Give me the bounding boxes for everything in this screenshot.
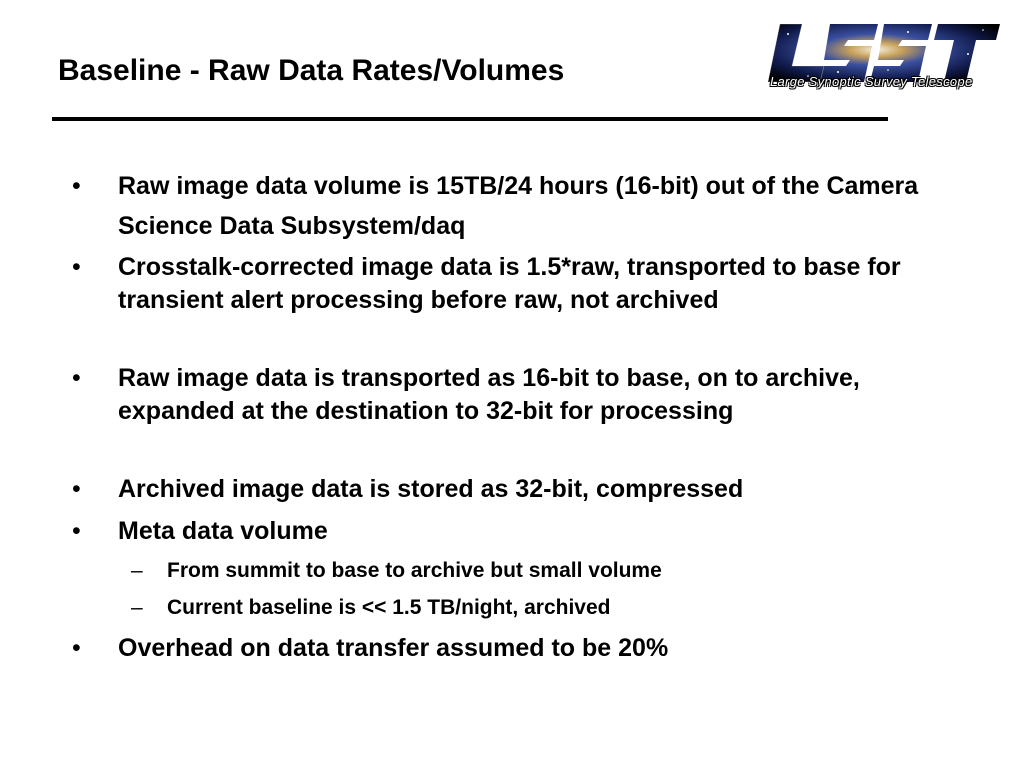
bullet-text: Raw image data volume is 15TB/24 hours (16-bit) out of the Camera Science Data Subsystem/daq bbox=[118, 172, 919, 240]
bullet-text: Crosstalk-corrected image data is 1.5*raw, transported to base for transient alert processing before raw, not archived bbox=[118, 253, 901, 314]
bullet-text: Archived image data is stored as 32-bit, compressed bbox=[118, 475, 744, 503]
bullet-marker: • bbox=[72, 634, 81, 662]
bullet-item bbox=[72, 362, 938, 428]
bullet-text: Overhead on data transfer assumed to be 20% bbox=[118, 634, 669, 662]
bullet-marker: • bbox=[72, 475, 81, 503]
bullet-marker: • bbox=[72, 172, 81, 200]
bullet-marker: • bbox=[72, 253, 81, 281]
slide-title: Baseline - Raw Data Rates/Volumes bbox=[58, 54, 565, 87]
bullet-marker: • bbox=[72, 517, 81, 545]
bullet-item bbox=[72, 632, 938, 665]
bullet-item bbox=[72, 166, 938, 246]
sub-bullet-text: From summit to base to archive but small volume bbox=[167, 559, 662, 582]
sub-bullet-marker: – bbox=[131, 559, 143, 582]
bullet-item bbox=[72, 251, 938, 317]
sub-bullet-item bbox=[131, 557, 947, 585]
bullet-text: Meta data volume bbox=[118, 517, 328, 545]
title-divider bbox=[52, 117, 888, 121]
bullet-text: Raw image data is transported as 16-bit to base, on to archive, expanded at the destination to 32-bit for processing bbox=[118, 364, 860, 425]
bullet-marker: • bbox=[72, 364, 81, 392]
logo-caption: Large Synoptic Survey Telescope bbox=[770, 74, 973, 89]
bullet-item bbox=[72, 473, 938, 506]
sub-bullet-marker: – bbox=[131, 596, 143, 619]
sub-bullet-item bbox=[131, 594, 947, 622]
sub-bullet-text: Current baseline is << 1.5 TB/night, archived bbox=[167, 596, 611, 619]
bullet-item bbox=[72, 515, 938, 548]
